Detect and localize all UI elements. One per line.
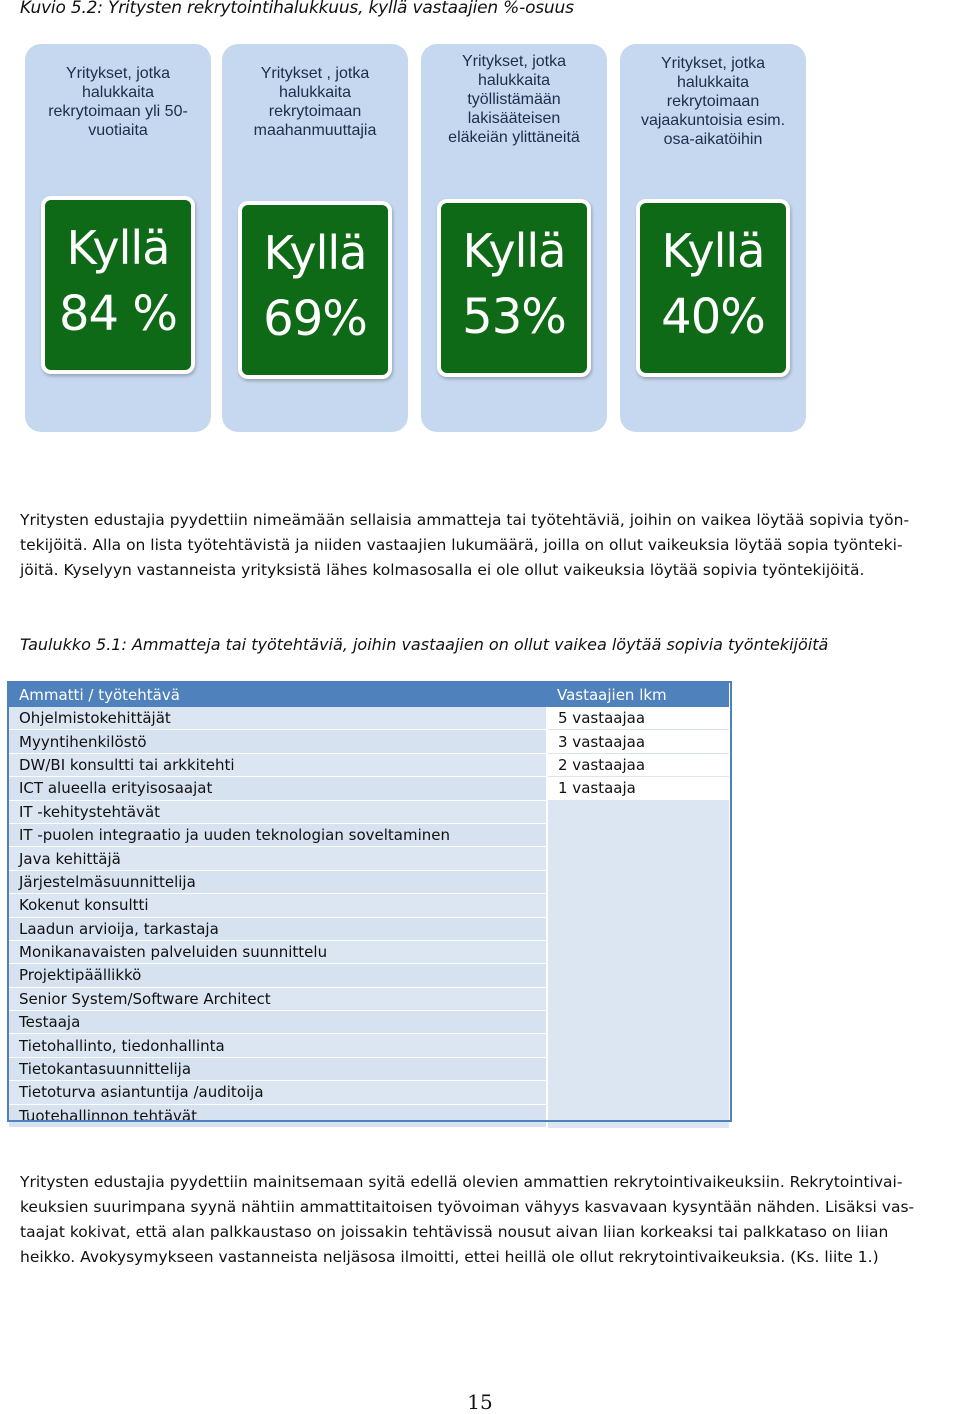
respondents-cell: [547, 1011, 729, 1034]
occupation-cell: Tietokantasuunnittelija: [9, 1057, 547, 1080]
occupation-cell: Ohjelmistokehittäjät: [9, 707, 547, 730]
respondents-cell: [547, 1081, 729, 1104]
respondents-cell: [547, 917, 729, 940]
badge-percent: 53%: [462, 289, 566, 345]
table-row: [9, 1081, 729, 1104]
figure-card: [222, 44, 408, 432]
occupation-cell: DW/BI konsultti tai arkkitehti: [9, 753, 547, 776]
card-description-line: Yritykset, jotka: [660, 55, 766, 72]
respondents-cell: 3 vastaajaa: [547, 730, 729, 753]
table-row: [9, 777, 729, 800]
table-row: [9, 1104, 729, 1127]
occupation-cell: Kokenut konsultti: [9, 894, 547, 917]
card-description-line: vuotiaita: [88, 122, 148, 139]
table-row: [9, 847, 729, 870]
respondents-cell: [547, 800, 729, 823]
card-description-line: lakisääteisen: [467, 110, 561, 127]
occupation-cell: Laadun arvioija, tarkastaja: [9, 917, 547, 940]
badge-answer-label: Kyllä: [462, 224, 566, 278]
respondents-cell: 2 vastaajaa: [547, 753, 729, 776]
occupation-cell: ICT alueella erityisosaajat: [9, 777, 547, 800]
badge-percent: 84 %: [59, 286, 177, 342]
badge-answer-label: Kyllä: [66, 221, 170, 275]
card-description-line: eläkeiän ylittäneitä: [448, 129, 580, 146]
header-occupation: Ammatti / työtehtävä: [9, 682, 547, 707]
occupation-cell: Senior System/Software Architect: [9, 987, 547, 1010]
table-header-row: [9, 682, 729, 707]
answer-badge: [636, 199, 790, 377]
occupation-cell: Monikanavaisten palveluiden suunnittelu: [9, 940, 547, 963]
respondents-cell: [547, 894, 729, 917]
badge-percent: 69%: [263, 291, 367, 347]
occupation-cell: IT -puolen integraatio ja uuden teknologian soveltaminen: [9, 823, 547, 846]
card-description-line: Yritykset, jotka: [461, 53, 567, 70]
occupation-cell: Projektipäällikkö: [9, 964, 547, 987]
card-description-line: rekrytoimaan: [268, 103, 362, 120]
badge-answer-label: Kyllä: [263, 226, 367, 280]
card-description-line: maahanmuuttajia: [253, 122, 377, 139]
card-description-line: rekrytoimaan yli 50-: [48, 103, 188, 120]
respondents-cell: [547, 823, 729, 846]
answer-badge: [437, 199, 591, 377]
paragraph-line: taajat kokivat, että alan palkkaustaso on joissakin tehtävissä nousut aivan liian korkeaksi tai palkkataso on liian: [20, 1223, 889, 1241]
card-description-line: halukkaita: [477, 72, 551, 89]
table-row: [9, 1057, 729, 1080]
paragraph-reasons: [20, 1170, 960, 1270]
card-description-line: Yritykset, jotka: [65, 65, 171, 82]
respondents-cell: [547, 987, 729, 1010]
paragraph-line: jöitä. Kyselyyn vastanneista yrityksistä lähes kolmasosalla ei ole ollut vaikeuksia löytää sopivia työntekijöitä.: [20, 561, 865, 579]
respondents-cell: 5 vastaajaa: [547, 707, 729, 730]
card-description-line: halukkaita: [278, 84, 352, 101]
figure-caption: Kuvio 5.2: Yritysten rekrytointihalukkuus, kyllä vastaajien %-osuus: [20, 0, 574, 18]
table-row: [9, 730, 729, 753]
table-row: [9, 894, 729, 917]
card-description-line: työllistämään: [467, 91, 561, 108]
card-description: [29, 64, 207, 140]
card-description-line: Yritykset , jotka: [260, 65, 370, 82]
card-description-line: osa-aikatöihin: [663, 131, 763, 148]
respondents-cell: [547, 1057, 729, 1080]
paragraph-line: heikko. Avokysymykseen vastanneista neljäsosa ilmoitti, ettei heillä ole ollut rekrytointivaikeuksia. (Ks. liite 1.): [20, 1248, 879, 1266]
answer-badge: [238, 201, 392, 379]
respondents-cell: [547, 1104, 729, 1127]
paragraph-intro: [20, 508, 960, 583]
table-row: [9, 987, 729, 1010]
header-respondents: Vastaajien lkm: [547, 682, 729, 707]
occupations-table: [9, 682, 729, 1128]
respondents-cell: [547, 940, 729, 963]
figure-card: [421, 44, 607, 432]
table-row: [9, 753, 729, 776]
figure-card: [620, 44, 806, 432]
figure-card: [25, 44, 211, 432]
occupation-cell: Testaaja: [9, 1011, 547, 1034]
respondents-cell: [547, 1034, 729, 1057]
occupation-cell: Myyntihenkilöstö: [9, 730, 547, 753]
occupation-cell: Tuotehallinnon tehtävät: [9, 1104, 547, 1127]
paragraph-line: tekijöitä. Alla on lista työtehtävistä ja niiden vastaajien lukumäärä, joilla on ollut vaikeuksia löytää sopia työnteki-: [20, 536, 903, 554]
table-row: [9, 823, 729, 846]
occupation-cell: IT -kehitystehtävät: [9, 800, 547, 823]
table-row: [9, 800, 729, 823]
paragraph-line: Yritysten edustajia pyydettiin nimeämään sellaisia ammatteja tai työtehtäviä, joihin on vaikea löytää sopivia työn-: [20, 511, 910, 529]
respondents-cell: [547, 847, 729, 870]
table-row: [9, 964, 729, 987]
page-number: 15: [467, 1390, 493, 1414]
respondents-cell: [547, 964, 729, 987]
badge-answer-label: Kyllä: [661, 224, 765, 278]
badge-percent: 40%: [661, 289, 765, 345]
occupation-cell: Tietoturva asiantuntija /auditoija: [9, 1081, 547, 1104]
table-row: [9, 870, 729, 893]
respondents-cell: [547, 870, 729, 893]
occupation-cell: Järjestelmäsuunnittelija: [9, 870, 547, 893]
table-caption: Taulukko 5.1: Ammatteja tai työtehtäviä, joihin vastaajien on ollut vaikea löytää sopivia työntekijöitä: [20, 635, 829, 654]
occupation-cell: Tietohallinto, tiedonhallinta: [9, 1034, 547, 1057]
answer-badge: [41, 196, 195, 374]
table-row: [9, 1011, 729, 1034]
card-description: [425, 52, 603, 147]
card-description-line: halukkaita: [676, 74, 750, 91]
card-description-line: rekrytoimaan: [666, 93, 760, 110]
table-row: [9, 1034, 729, 1057]
card-description-line: halukkaita: [81, 84, 155, 101]
paragraph-line: keuksien suurimpana syynä nähtiin ammattitaitoisen työvoiman vähyys kasvavaan kysyntään nähden. Lisäksi vas-: [20, 1198, 915, 1216]
table-row: [9, 707, 729, 730]
occupation-cell: Java kehittäjä: [9, 847, 547, 870]
paragraph-line: Yritysten edustajia pyydettiin mainitsemaan syitä edellä olevien ammattien rekrytointivaikeuksiin. Rekrytointivai-: [20, 1173, 903, 1191]
card-description: [226, 64, 404, 140]
card-description-line: vajaakuntoisia esim.: [640, 112, 786, 129]
table-row: [9, 940, 729, 963]
respondents-cell: 1 vastaaja: [547, 777, 729, 800]
table-row: [9, 917, 729, 940]
card-description: [624, 54, 802, 149]
